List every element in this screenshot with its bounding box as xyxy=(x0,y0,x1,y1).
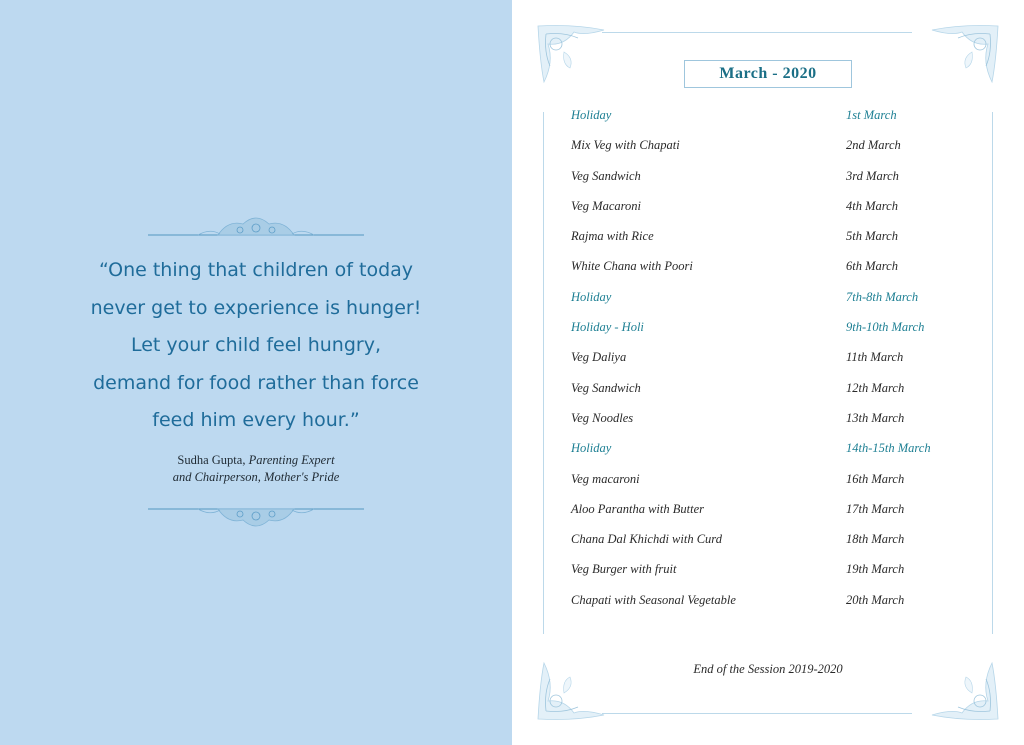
corner-ornament-icon xyxy=(922,643,1002,723)
ornament-divider-top-icon xyxy=(148,208,364,242)
quote-line: “One thing that children of today xyxy=(98,259,414,281)
menu-date: 12th March xyxy=(846,380,905,395)
menu-date: 17th March xyxy=(846,501,905,516)
menu-row xyxy=(571,130,971,160)
menu-row xyxy=(571,554,971,584)
menu-date: 1st March xyxy=(846,108,897,122)
menu-dish: Mix Veg with Chapati xyxy=(571,138,680,153)
menu-list xyxy=(571,100,971,615)
menu-row xyxy=(571,342,971,372)
menu-row xyxy=(571,100,971,130)
menu-dish: Veg Sandwich xyxy=(571,380,641,395)
menu-row xyxy=(571,251,971,281)
end-of-session-note: End of the Session 2019-2020 xyxy=(693,662,843,676)
menu-dish: Holiday xyxy=(571,441,612,456)
menu-dish: Veg Noodles xyxy=(571,410,634,425)
corner-ornament-icon xyxy=(534,22,614,102)
menu-date: 19th March xyxy=(846,562,905,577)
frame-rule-left xyxy=(543,112,544,634)
menu-dish: Veg macaroni xyxy=(571,471,640,486)
menu-date: 20th March xyxy=(846,592,905,607)
attribution-line-2: and Chairperson, Mother's Pride xyxy=(172,470,340,484)
menu-date: 5th March xyxy=(846,229,898,244)
menu-date: 16th March xyxy=(846,471,905,486)
menu-dish: Veg Daliya xyxy=(571,350,627,365)
menu-dish: Holiday xyxy=(571,289,612,304)
frame-rule-right xyxy=(992,112,993,634)
menu-date: 18th March xyxy=(846,532,905,547)
frame-rule-top xyxy=(602,32,912,33)
menu-dish: Chana Dal Khichdi with Curd xyxy=(571,532,722,547)
author-role: Parenting Expert xyxy=(248,453,335,467)
menu-row xyxy=(571,464,971,494)
attribution-line-1 xyxy=(60,452,452,469)
menu-date: 4th March xyxy=(846,198,898,213)
menu-page xyxy=(512,0,1024,745)
menu-date: 11th March xyxy=(846,350,904,365)
menu-row xyxy=(571,221,971,251)
menu-row xyxy=(571,191,971,221)
menu-date: 14th-15th March xyxy=(846,441,931,456)
menu-row xyxy=(571,585,971,615)
quote-line: never get to experience is hunger! xyxy=(90,296,422,319)
menu-date: 3rd March xyxy=(846,168,899,183)
month-title: March - 2020 xyxy=(684,60,852,88)
author-name: Sudha Gupta, xyxy=(177,453,246,467)
menu-row xyxy=(571,524,971,554)
menu-date: 7th-8th March xyxy=(846,289,919,304)
menu-date: 9th-10th March xyxy=(846,320,925,335)
menu-dish: Veg Burger with fruit xyxy=(571,562,677,577)
menu-dish: Holiday - Holi xyxy=(571,320,644,335)
menu-dish: Veg Macaroni xyxy=(571,198,642,213)
ornament-divider-bottom-icon xyxy=(148,502,364,536)
menu-dish: Aloo Parantha with Butter xyxy=(571,501,704,516)
menu-date: 6th March xyxy=(846,259,898,274)
corner-ornament-icon xyxy=(922,22,1002,102)
menu-dish: White Chana with Poori xyxy=(571,259,693,274)
frame-rule-bottom xyxy=(602,713,912,714)
menu-dish: Chapati with Seasonal Vegetable xyxy=(571,592,736,607)
menu-row xyxy=(571,282,971,312)
menu-dish: Rajma with Rice xyxy=(571,229,654,244)
menu-row xyxy=(571,494,971,524)
quote-line: feed him every hour.” xyxy=(152,409,360,431)
menu-row xyxy=(571,433,971,463)
menu-dish: Holiday xyxy=(571,108,612,122)
quote-line: demand for food rather than force xyxy=(93,371,419,394)
menu-dish: Veg Sandwich xyxy=(571,168,641,183)
menu-row xyxy=(571,373,971,403)
menu-date: 13th March xyxy=(846,410,905,425)
menu-row xyxy=(571,312,971,342)
quote-text xyxy=(60,252,452,440)
corner-ornament-icon xyxy=(534,643,614,723)
quote-attribution xyxy=(60,452,452,486)
quote-line: Let your child feel hungry, xyxy=(130,334,381,356)
menu-date: 2nd March xyxy=(846,138,901,153)
menu-row xyxy=(571,403,971,433)
menu-row xyxy=(571,161,971,191)
